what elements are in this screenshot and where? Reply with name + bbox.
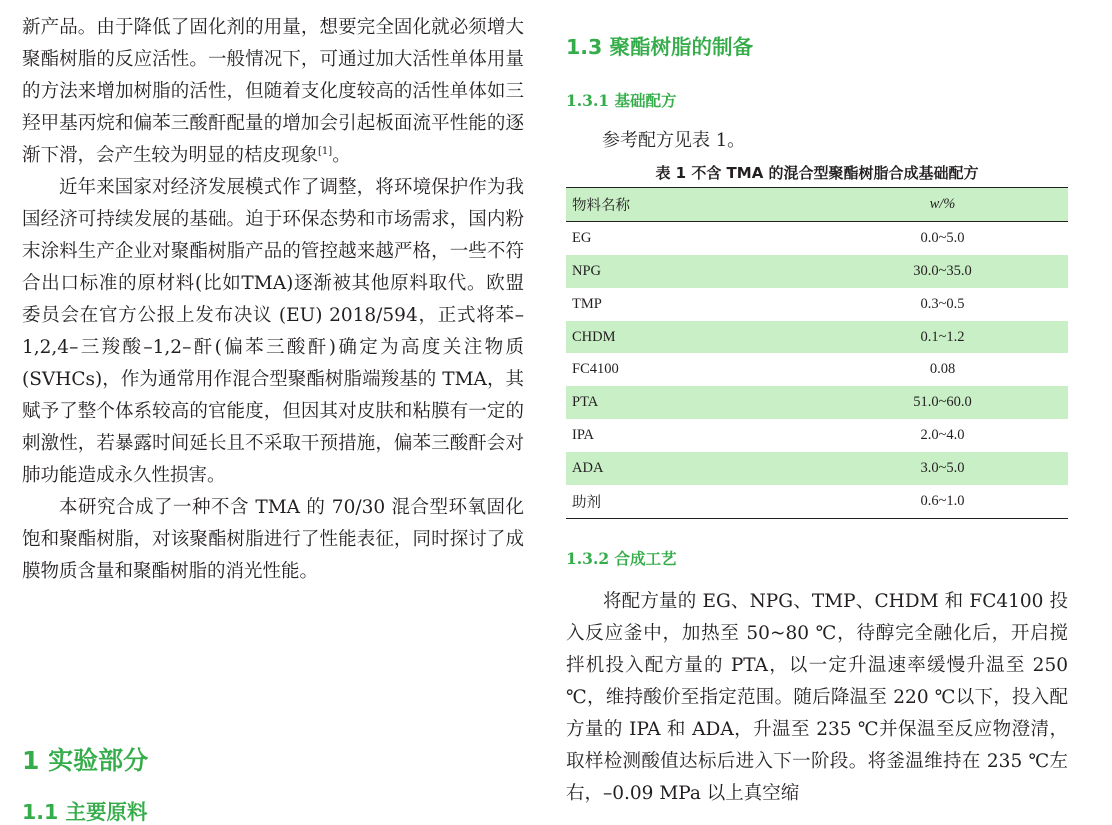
- paragraph-intro-text: 新产品。由于降低了固化剂的用量，想要完全固化就必须增大聚酯树脂的反应活性。一般情况下，可通过加大活性单体用量的方法来增加树脂的活性，但随着支化度较高的活性单体如三羟甲基丙烷和偏苯三酸酐配量的增加会引起板面流平性能的逐渐下滑，会产生较为明显的桔皮现象: [22, 17, 524, 166]
- table-row: [566, 485, 1068, 518]
- section-heading-preparation: 1.3 聚酯树脂的制备: [566, 35, 753, 59]
- table-row: [566, 452, 1068, 485]
- table-cell-value: 0.08: [929, 361, 956, 378]
- table-cell-value: 2.0~4.0: [920, 427, 965, 444]
- table-reference-text: 参考配方见表 1。: [602, 130, 746, 151]
- table-cell-value: 0.0~5.0: [920, 229, 965, 246]
- section-heading-experiment: 1 实验部分: [22, 746, 149, 775]
- table-header-mass-fraction: w/%: [817, 188, 1068, 222]
- table-cell-material: ADA: [566, 452, 817, 485]
- table-row: [566, 419, 1068, 452]
- table-cell-material: NPG: [566, 255, 817, 288]
- left-column: [22, 0, 524, 588]
- table-row: [566, 353, 1068, 386]
- subsection-heading-formula: 1.3.1 基础配方: [566, 91, 677, 110]
- section-heading-materials: 1.1 主要原料: [22, 800, 148, 824]
- table-cell-material: FC4100: [572, 361, 619, 378]
- table-row: [566, 386, 1068, 419]
- paragraph-environment: 近年来国家对经济发展模式作了调整，将环境保护作为我国经济可持续发展的基础。迫于环保态势和市场需求，国内粉末涂料生产企业对聚酯树脂产品的管控越来越严格，一些不符合出口标准的原材料(比如TMA)逐渐被其他原料取代。欧盟委员会在官方公报上发布决议 (EU) 2018/594，正式将苯–1,2,4–三羧酸–1,2–酐(偏苯三酸酐)确定为高度关注物质(SVHCs)，作为通常用作混合型聚酯树脂端羧基的 TMA，其赋予了整个体系较高的官能度，但因其对皮肤和粘膜有一定的刺激性，若暴露时间延长且不采取干预措施，偏苯三酸酐会对肺功能造成永久性损害。: [22, 177, 524, 486]
- table-cell-value: 0.1~1.2: [817, 321, 1068, 354]
- table-header-row: [566, 188, 1068, 222]
- table-row: [566, 288, 1068, 321]
- table-cell-material: 助剂: [572, 494, 601, 511]
- subsection-heading-process: 1.3.2 合成工艺: [566, 549, 677, 568]
- formula-table: [566, 187, 1068, 519]
- table-cell-material: TMP: [572, 295, 602, 312]
- citation-1[interactable]: [1]: [318, 145, 333, 157]
- table-cell-material: PTA: [566, 386, 817, 419]
- table-cell-value: 30.0~35.0: [817, 255, 1068, 288]
- table-cell-value: 51.0~60.0: [817, 386, 1068, 419]
- table-row: [566, 321, 1068, 354]
- table-cell-value: 3.0~5.0: [817, 452, 1068, 485]
- table-cell-material: CHDM: [566, 321, 817, 354]
- table-header-material: 物料名称: [566, 188, 817, 222]
- table-row: [566, 255, 1068, 288]
- table-cell-material: IPA: [572, 427, 595, 444]
- paragraph-study: 本研究合成了一种不含 TMA 的 70/30 混合型环氧固化饱和聚酯树脂，对该聚酯树脂进行了性能表征，同时探讨了成膜物质含量和聚酯树脂的消光性能。: [22, 497, 524, 582]
- table-caption: 表 1 不含 TMA 的混合型聚酯树脂合成基础配方: [655, 164, 979, 182]
- table-cell-material: EG: [572, 229, 592, 246]
- paragraph-intro-end: 。: [332, 145, 351, 166]
- paragraph-intro: [22, 12, 524, 172]
- table-cell-value: 0.6~1.0: [920, 492, 965, 509]
- table-cell-value: 0.3~0.5: [920, 295, 965, 312]
- paragraph-process: 将配方量的 EG、NPG、TMP、CHDM 和 FC4100 投入反应釜中，加热至 50~80 ℃，待醇完全融化后，开启搅拌机投入配方量的 PTA，以一定升温速率缓慢升温至 250 ℃，维持酸价至指定范围。随后降温至 220 ℃以下，投入配方量的 IPA 和 ADA，升温至 235 ℃并保温至反应物澄清，取样检测酸值达标后进入下一阶段。将釜温维持在 235 ℃左右，–0.09 MPa 以上真空缩: [566, 591, 1068, 804]
- table-row: [566, 221, 1068, 254]
